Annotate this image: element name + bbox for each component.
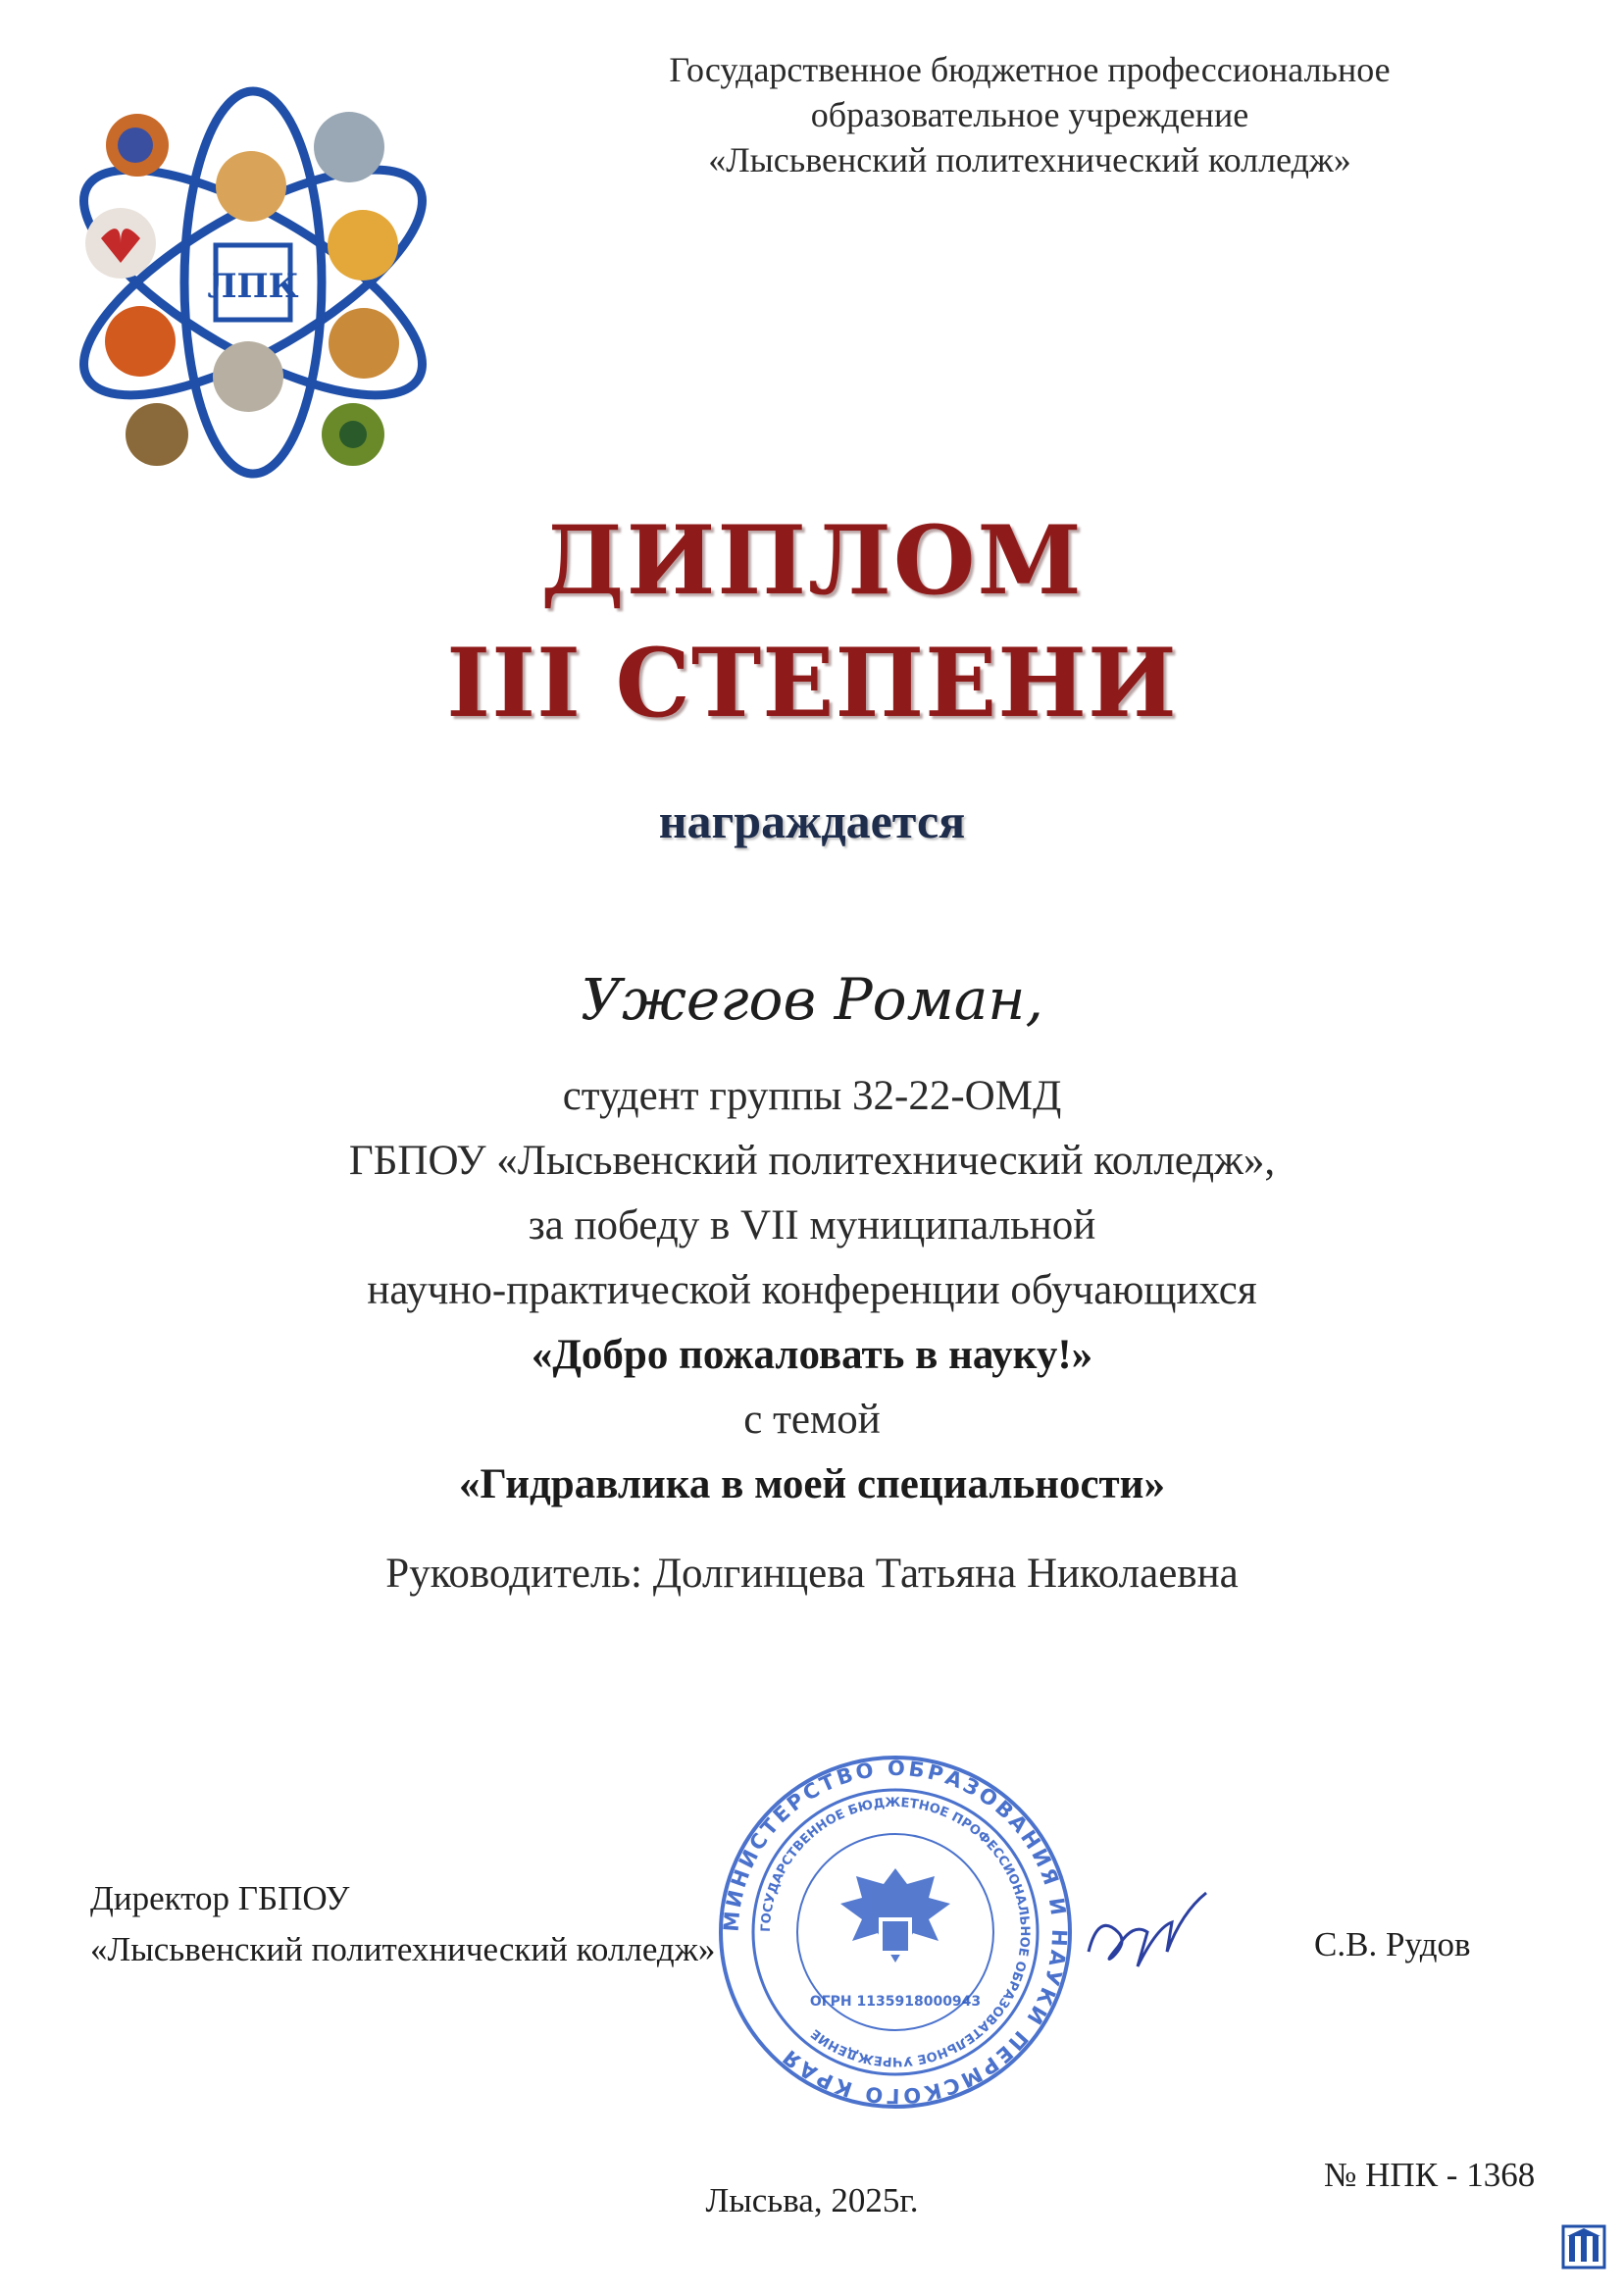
college-line: ГБПОУ «Лысьвенский политехнический колледж», [348, 1138, 1276, 1184]
conference-line: научно-практической конференции обучающихся [367, 1267, 1257, 1313]
topic-title: «Гидравлика в моей специальности» [459, 1461, 1165, 1507]
topic-intro: с темой [743, 1397, 881, 1443]
conference-title: «Добро пожаловать в науку!» [531, 1332, 1093, 1378]
diploma-number: № НПК - 1368 [1324, 2156, 1536, 2194]
director-position-line-2: «Лысьвенский политехнический колледж» [90, 1930, 716, 1968]
diploma-title: ДИПЛОМ [540, 505, 1084, 616]
award-description [0, 1064, 1624, 1517]
diploma-degree: III СТЕПЕНИ [446, 628, 1178, 739]
city-year: Лысьва, 2025г. [705, 2181, 919, 2219]
stamp-inner-text: ГОСУДАРСТВЕННОЕ БЮДЖЕТНОЕ ПРОФЕССИОНАЛЬНОЕ ОБРАЗОВАТЕЛЬНОЕ УЧРЕЖДЕНИЕ [758, 1795, 1033, 2069]
recipient-name: Ужегов Роман, [581, 966, 1043, 1033]
stamp-outer-text: МИНИСТЕРСТВО ОБРАЗОВАНИЯ И НАУКИ ПЕРМСКОГО КРАЯ [719, 1756, 1072, 2109]
stamp-ogrn: ОГРН 1135918000943 [809, 1994, 982, 2010]
supervisor-line: Руководитель: Долгинцева Татьяна Николаевна [385, 1551, 1239, 1597]
institution-header [588, 47, 1471, 182]
signature-icon [1069, 1883, 1216, 1981]
header-line-3: «Лысьвенский политехнический колледж» [708, 140, 1351, 179]
awarded-label: награждается [658, 793, 966, 848]
logo-monogram: ЛПК [207, 267, 299, 306]
signer-name: С.В. Рудов [1314, 1925, 1471, 1963]
group-line: студент группы 32-22-ОМД [562, 1073, 1062, 1119]
director-position-line-1: Директор ГБПОУ [90, 1879, 350, 1917]
header-line-2: образовательное учреждение [810, 95, 1249, 134]
corner-college-logo-icon [1561, 2224, 1606, 2269]
director-position [90, 1873, 715, 1975]
college-logo-icon [47, 76, 459, 488]
victory-line: за победу в VII муниципальной [528, 1202, 1096, 1249]
official-stamp-icon [714, 1751, 1077, 2114]
header-line-1: Государственное бюджетное профессиональное [669, 50, 1391, 89]
